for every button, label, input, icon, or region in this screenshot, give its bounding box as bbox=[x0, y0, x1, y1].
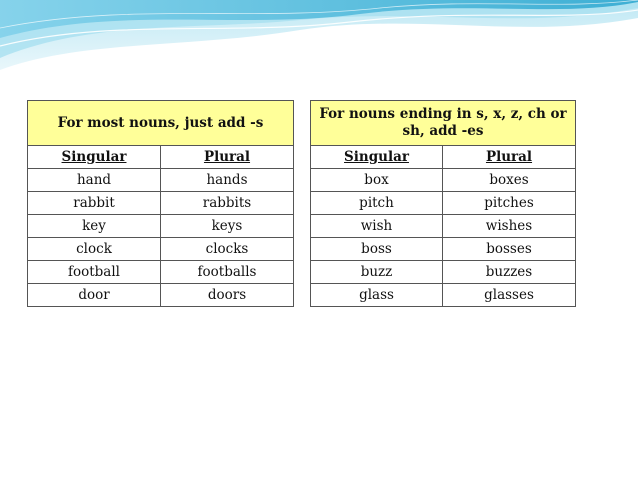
table-row bbox=[311, 261, 576, 284]
plural-cell: bosses bbox=[443, 238, 576, 261]
plural-cell: wishes bbox=[443, 215, 576, 238]
singular-cell: clock bbox=[28, 238, 161, 261]
singular-cell: key bbox=[28, 215, 161, 238]
table-row bbox=[311, 169, 576, 192]
table-row bbox=[28, 238, 294, 261]
table-row bbox=[311, 192, 576, 215]
plural-cell: hands bbox=[161, 169, 294, 192]
plural-cell: footballs bbox=[161, 261, 294, 284]
table-title: For nouns ending in s, x, z, ch or sh, add -es bbox=[311, 101, 576, 146]
table-row bbox=[311, 215, 576, 238]
plural-cell: pitches bbox=[443, 192, 576, 215]
plural-cell: doors bbox=[161, 284, 294, 307]
table-row bbox=[311, 284, 576, 307]
singular-cell: door bbox=[28, 284, 161, 307]
singular-cell: glass bbox=[311, 284, 443, 307]
plural-cell: keys bbox=[161, 215, 294, 238]
singular-cell: boss bbox=[311, 238, 443, 261]
table-row bbox=[28, 261, 294, 284]
singular-cell: football bbox=[28, 261, 161, 284]
plural-cell: boxes bbox=[443, 169, 576, 192]
table-row bbox=[28, 215, 294, 238]
table-row bbox=[311, 238, 576, 261]
singular-cell: hand bbox=[28, 169, 161, 192]
singular-cell: pitch bbox=[311, 192, 443, 215]
plural-cell: clocks bbox=[161, 238, 294, 261]
singular-cell: wish bbox=[311, 215, 443, 238]
column-header-singular: Singular bbox=[311, 146, 443, 169]
plural-cell: rabbits bbox=[161, 192, 294, 215]
table-row bbox=[28, 169, 294, 192]
singular-cell: buzz bbox=[311, 261, 443, 284]
plural-cell: glasses bbox=[443, 284, 576, 307]
column-header-singular: Singular bbox=[28, 146, 161, 169]
column-header-plural: Plural bbox=[443, 146, 576, 169]
add-s-table bbox=[27, 100, 294, 307]
decorative-wave-banner bbox=[0, 0, 638, 90]
singular-cell: rabbit bbox=[28, 192, 161, 215]
table-row bbox=[28, 284, 294, 307]
add-es-table bbox=[310, 100, 576, 307]
table-row bbox=[28, 192, 294, 215]
singular-cell: box bbox=[311, 169, 443, 192]
plural-cell: buzzes bbox=[443, 261, 576, 284]
table-title: For most nouns, just add -s bbox=[28, 101, 294, 146]
column-header-plural: Plural bbox=[161, 146, 294, 169]
